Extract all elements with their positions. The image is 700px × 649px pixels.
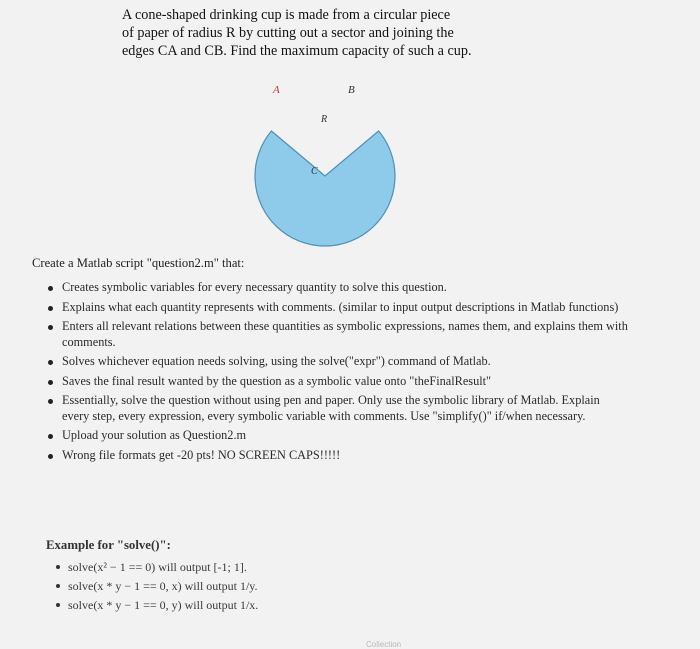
- task-item: Creates symbolic variables for every necessary quantity to solve this question.: [48, 280, 628, 296]
- example-list: [56, 558, 258, 615]
- example-item: solve(x * y − 1 == 0, y) will output 1/x.: [56, 596, 258, 615]
- label-b: B: [348, 84, 355, 96]
- label-c: C: [311, 166, 318, 177]
- problem-statement: [122, 6, 542, 60]
- task-item: Upload your solution as Question2.m: [48, 428, 628, 444]
- problem-line-2: of paper of radius R by cutting out a sector and joining the: [122, 25, 454, 41]
- task-item: Enters all relevant relations between these quantities as symbolic expressions, names them, and explains them with comments.: [48, 319, 628, 350]
- label-r: R: [321, 114, 328, 125]
- task-item: Solves whichever equation needs solving, using the solve("expr") command of Matlab.: [48, 354, 628, 370]
- task-intro: Create a Matlab script "question2.m" that:: [32, 256, 245, 270]
- paper-sector: [255, 131, 395, 246]
- example-title: Example for "solve()":: [46, 538, 171, 552]
- task-item: Essentially, solve the question without using pen and paper. Only use the symbolic library of Matlab. Explain every step, every expression, every symbolic variable with comments. Use "simplify()" if/when necessary.: [48, 393, 628, 424]
- task-item: Wrong file formats get -20 pts! NO SCREEN CAPS!!!!!: [48, 448, 628, 464]
- task-item: Saves the final result wanted by the question as a symbolic value onto "theFinalResult": [48, 374, 628, 390]
- problem-line-3: edges CA and CB. Find the maximum capacity of such a cup.: [122, 43, 472, 59]
- problem-line-1: A cone-shaped drinking cup is made from a circular piece: [122, 7, 451, 23]
- watermark-text: Collection: [366, 640, 402, 649]
- example-item: solve(x² − 1 == 0) will output [-1; 1].: [56, 558, 258, 577]
- task-item: Explains what each quantity represents with comments. (similar to input output descriptions in Matlab functions): [48, 300, 628, 316]
- task-list: [48, 280, 628, 467]
- cone-cup-figure: [225, 76, 425, 251]
- example-item: solve(x * y − 1 == 0, x) will output 1/y.: [56, 577, 258, 596]
- label-a: A: [273, 84, 280, 96]
